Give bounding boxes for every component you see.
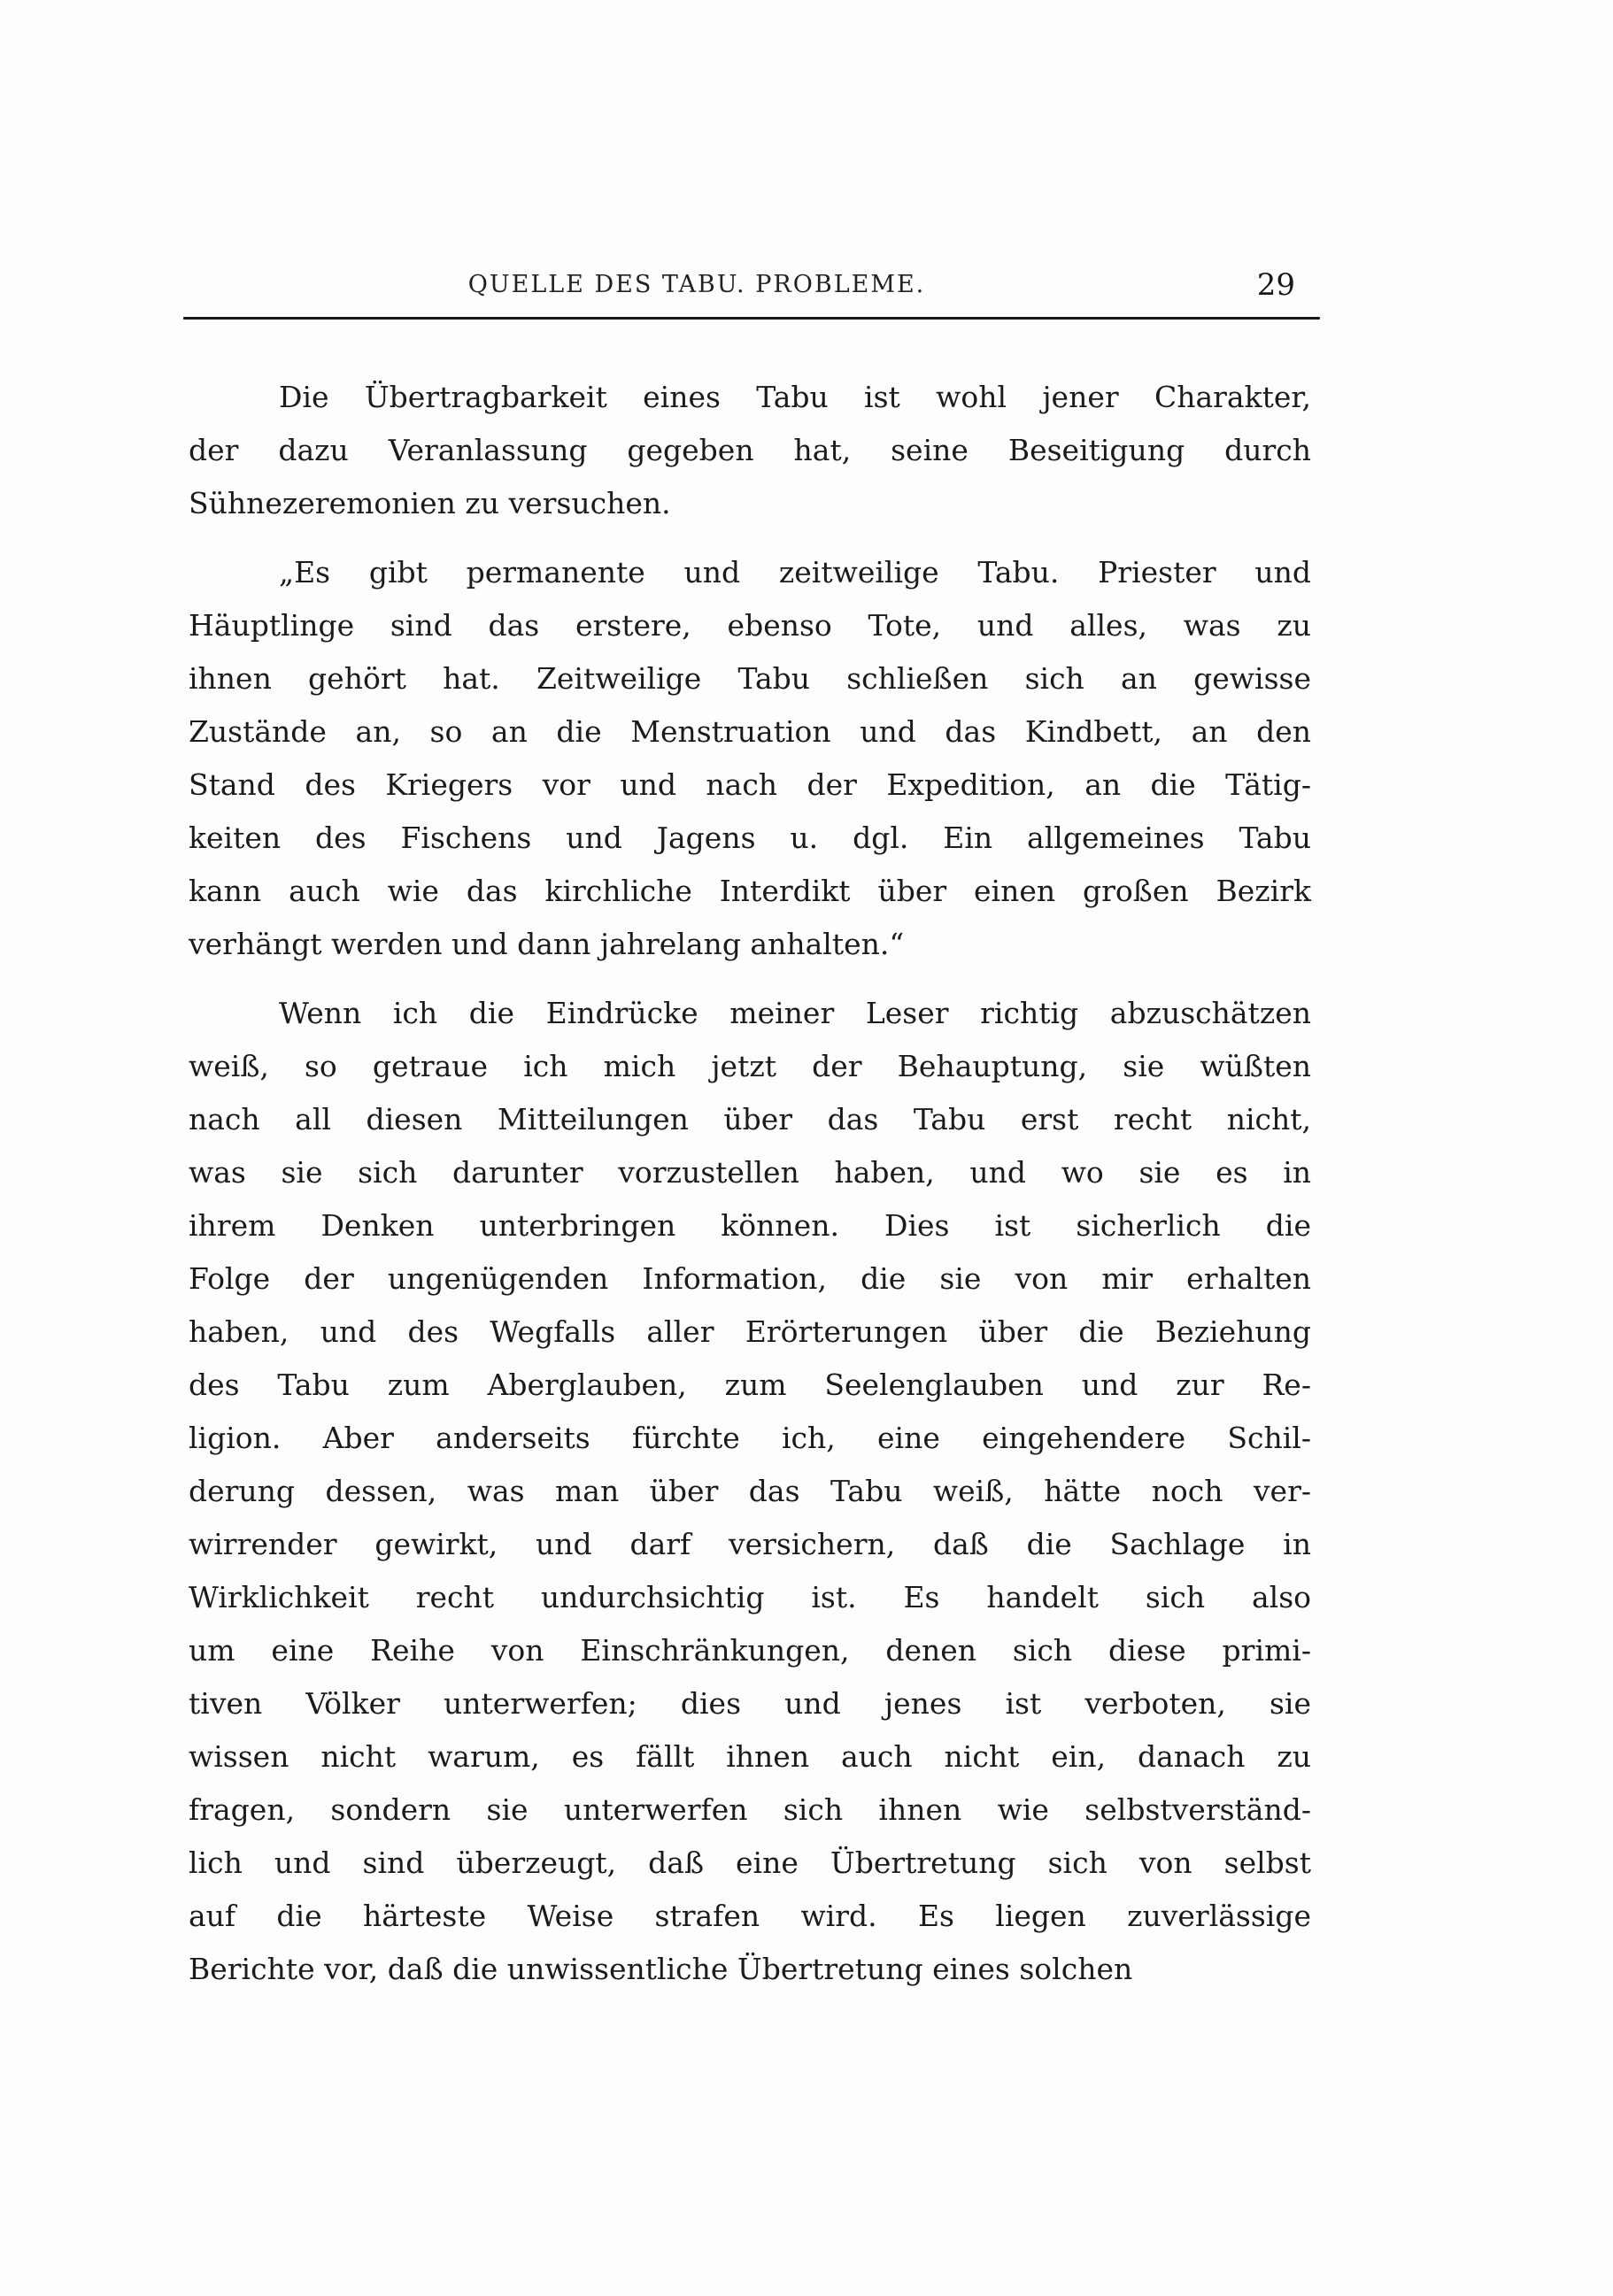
page-number: 29 — [1256, 267, 1295, 303]
text-line: Stand des Kriegers vor und nach der Expedition, an die Tätig- — [189, 767, 1311, 802]
text-line: ihnen gehört hat. Zeitweilige Tabu schließen sich an gewisse — [189, 661, 1311, 696]
text-line: um eine Reihe von Einschränkungen, denen sich diese primi- — [189, 1633, 1311, 1668]
running-head — [189, 266, 1311, 304]
text-line: auf die härteste Weise strafen wird. Es liegen zuverlässige — [189, 1899, 1311, 1933]
text-line: fragen, sondern sie unterwerfen sich ihnen wie selbstverständ- — [189, 1792, 1311, 1827]
text-line: kann auch wie das kirchliche Interdikt über einen großen Bezirk — [189, 874, 1311, 908]
paragraph — [189, 546, 1311, 971]
text-line: Wirklichkeit recht undurchsichtig ist. Es handelt sich also — [189, 1580, 1311, 1614]
text-line: ihrem Denken unterbringen können. Dies ist sicherlich die — [189, 1208, 1311, 1243]
paragraph — [189, 371, 1311, 530]
text-line: was sie sich darunter vorzustellen haben, und wo sie es in — [189, 1155, 1311, 1190]
text-line: „Es gibt permanente und zeitweilige Tabu. Priester und — [279, 555, 1311, 589]
text-line: wirrender gewirkt, und darf versichern, daß die Sachlage in — [189, 1527, 1311, 1561]
paragraph — [189, 987, 1311, 1996]
text-line: tiven Völker unterwerfen; dies und jenes ist verboten, sie — [189, 1686, 1311, 1721]
header-rule — [183, 317, 1320, 320]
text-line: ligion. Aber anderseits fürchte ich, eine eingehendere Schil- — [189, 1421, 1311, 1455]
text-line: Zustände an, so an die Menstruation und das Kindbett, an den — [189, 714, 1311, 749]
text-line: haben, und des Wegfalls aller Erörterungen über die Beziehung — [189, 1314, 1311, 1349]
text-line: lich und sind überzeugt, daß eine Übertretung sich von selbst — [189, 1845, 1311, 1880]
running-head-title: QUELLE DES TABU. PROBLEME. — [467, 271, 926, 298]
text-line: verhängt werden und dann jahrelang anhalten.“ — [189, 927, 905, 961]
text-line: Sühnezeremonien zu versuchen. — [189, 486, 671, 520]
text-line: keiten des Fischens und Jagens u. dgl. Ein allgemeines Tabu — [189, 821, 1311, 855]
text-line: nach all diesen Mitteilungen über das Tabu erst recht nicht, — [189, 1102, 1311, 1136]
text-line: der dazu Veranlassung gegeben hat, seine Beseitigung durch — [189, 433, 1311, 467]
text-line: wissen nicht warum, es fällt ihnen auch nicht ein, danach zu — [189, 1739, 1311, 1774]
text-line: Wenn ich die Eindrücke meiner Leser richtig abzuschätzen — [279, 996, 1311, 1030]
text-line: weiß, so getraue ich mich jetzt der Behauptung, sie wüßten — [189, 1049, 1311, 1083]
text-line: Folge der ungenügenden Information, die sie von mir erhalten — [189, 1261, 1311, 1296]
page-content — [189, 371, 1311, 1996]
text-line: derung dessen, was man über das Tabu weiß, hätte noch ver- — [189, 1474, 1311, 1508]
text-block — [189, 266, 1311, 1996]
text-line: des Tabu zum Aberglauben, zum Seelenglauben und zur Re- — [189, 1368, 1311, 1402]
text-line: Häuptlinge sind das erstere, ebenso Tote, und alles, was zu — [189, 608, 1311, 643]
text-line: Die Übertragbarkeit eines Tabu ist wohl jener Charakter, — [279, 380, 1311, 414]
text-line: Berichte vor, daß die unwissentliche Übertretung eines solchen — [189, 1952, 1133, 1986]
